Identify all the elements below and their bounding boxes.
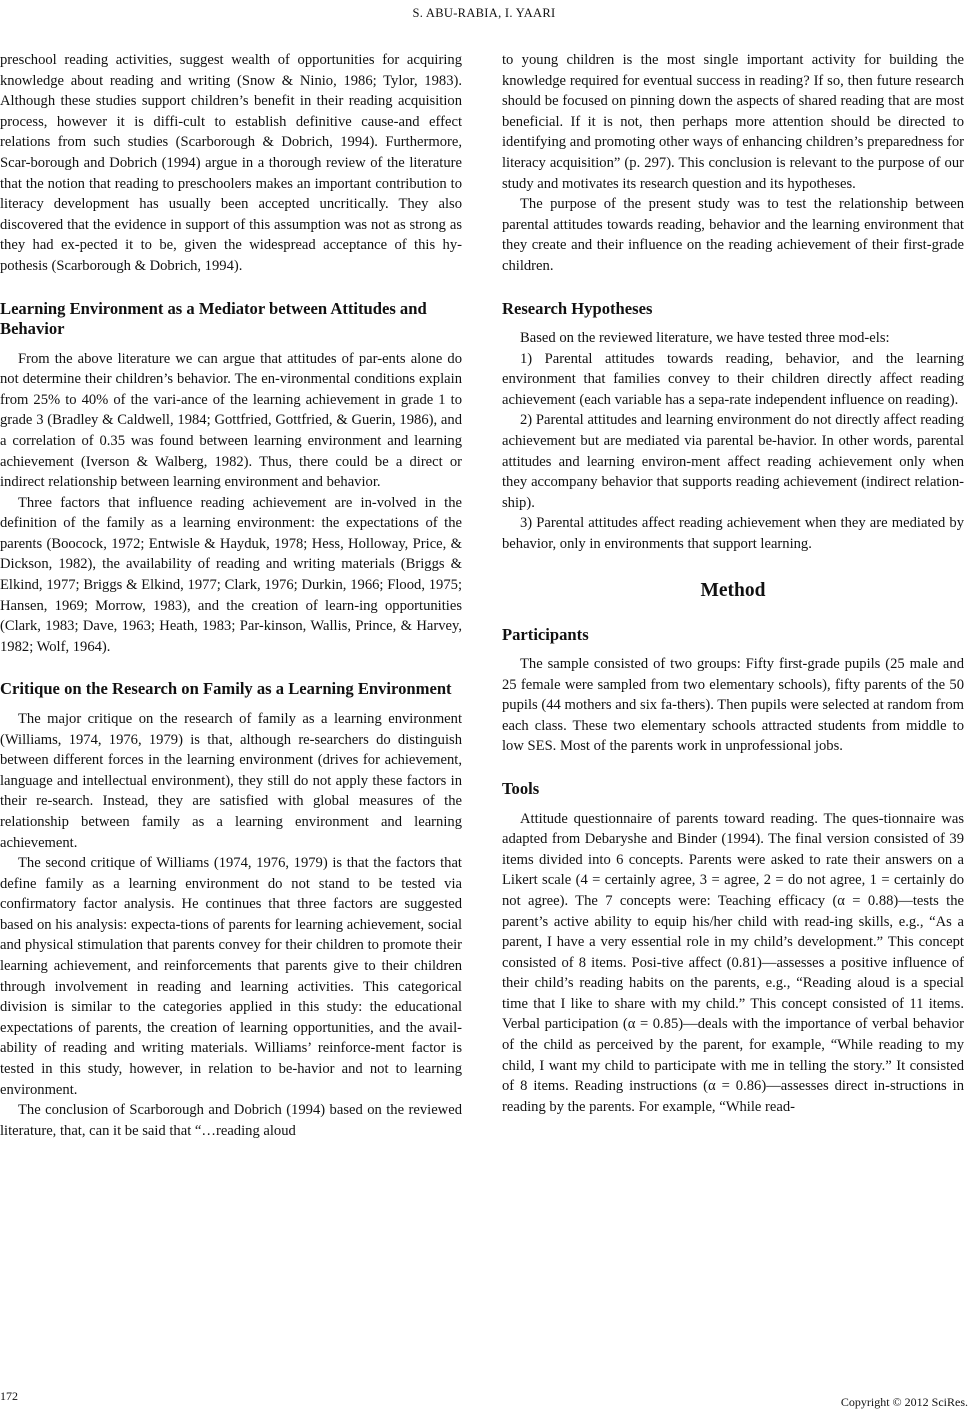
body-paragraph: 3) Parental attitudes affect reading achievement when they are mediated by behavior, only in environments that support learning.	[502, 515, 964, 552]
subsection-heading: Participants	[502, 624, 589, 644]
left-column	[0, 50, 462, 1141]
body-paragraph: 1) Parental attitudes towards reading, behavior, and the learning environment that families convey to their children directly affect reading achievement (each variable has a sepa-rate independent influence on reading).	[502, 350, 964, 408]
copyright-notice: Copyright © 2012 SciRes.	[840, 1395, 968, 1409]
section-heading: Method	[700, 579, 766, 601]
body-paragraph: Three factors that influence reading achievement are in-volved in the definition of the family as a learning environment: the expectations of the parents (Boocock, 1972; Entwisle & Hayduk, 1978; Hess, Holloway, Price, & Dickson, 1982), the availability of reading and writing materials (Briggs & Elkind, 1977; Briggs & Elkind, 1977; Clark, 1976; Durkin, 1966; Flood, 1975; Hansen, 1969; Morrow, 1983), and the creation of learn-ing opportunities (Clark, 1983; Dave, 1963; Heath, 1983; Par-kinson, Wallis, Prince, & Harvey, 1982; Wolf, 1964).	[0, 494, 462, 655]
body-paragraph: 2) Parental attitudes and learning environment do not directly affect reading achievement but are mediated via parental be-havior. In other words, parental attitudes and learning environ-ment affect reading achievement only when they accompany behavior that supports reading achievement (indirect relation-ship).	[502, 412, 964, 511]
right-column	[502, 50, 964, 1117]
body-paragraph: to young children is the most single important activity for building the knowledge required for eventual success in reading? If so, then future research should be focused on pinning down the aspects of shared reading that are most beneficial. If it is not, then perhaps more attention should be directed to identifying and promoting other ways of enhancing children’s preparedness for literacy acquisition” (p. 297). This conclusion is relevant to the purpose of our study and motivates its research question and its hypotheses.	[502, 52, 964, 192]
body-paragraph: From the above literature we can argue that attitudes of par-ents alone do not determine their children’s behavior. The en-vironmental conditions explain from 25% to 40% of the vari-ance of the learning achievement in grade 1 to grade 3 (Bradley & Caldwell, 1984; Gottfried, Gottfried, & Guerin, 1986), and a correlation of 0.35 was found between learning environment and learning achievement (Iverson & Walberg, 1982). Thus, there could be a direct or indirect relationship between learning environment and behavior.	[0, 350, 462, 491]
body-paragraph: preschool reading activities, suggest wealth of opportunities for acquiring knowledge about reading and writing (Snow & Ninio, 1986; Tylor, 1983). Although these studies support children’s benefit in their reading acquisition process, however it is diffi-cult to establish definitive cause-and effect relations from such studies (Scarborough & Dobrich, 1994). Furthermore, Scar-borough and Dobrich (1994) argue in a thorough review of the literature that the notion that reading to preschoolers makes an important contribution to literacy development has usually been accepted uncritically. They also discovered that the evidence in support of this assumption was not as strong as they had ex-pected it to be, given the widespread acceptance of this hy-pothesis (Scarborough & Dobrich, 1994).	[0, 52, 462, 274]
subsection-heading: Critique on the Research on Family as a Learning Environment	[0, 679, 452, 699]
running-head: S. ABU-RABIA, I. YAARI	[412, 6, 556, 20]
body-paragraph: The major critique on the research of family as a learning environment (Williams, 1974, 1976, 1979) is that, although re-searchers do distinguish between different forces in the learning environment (drives for achievement, language and intellectual environment), they still do not apply these factors in their re-search. Instead, they are satisfied with global measures of the relationship between family as a learning environment and learning achievement.	[0, 710, 462, 851]
body-paragraph: The sample consisted of two groups: Fifty first-grade pupils (25 male and 25 female were sampled from two elementary schools), fifty parents of the 50 pupils (44 mothers and six fa-thers). Then pupils were selected at random from each class. These two elementary schools attracted students from middle to low SES. Most of the parents work in unprofessional jobs.	[502, 656, 964, 755]
page-number: 172	[0, 1389, 18, 1403]
body-paragraph: The second critique of Williams (1974, 1976, 1979) is that the factors that define family as a learning environment do not stand to be tested via confirmatory factor analysis. He continues that three factors are suggested based on his analysis: expecta-tions of parents for learning achievement, social and physical stimulation that parents convey for their children to promote their learning achievement, and reinforcements that parents give to their children through involvement in reading and learning activities. This categorical division is similar to the categories applied in this study: the educational expectations of parents, the creation of learning opportunities, and the avail-ability of reading and writing materials. Williams’ reinforce-ment factor is tested in this study, however, in relation to be-havior and not to learning environment.	[0, 855, 462, 1098]
body-paragraph: Based on the reviewed literature, we have tested three mod-els:	[520, 330, 890, 347]
subsection-heading: Research Hypotheses	[502, 298, 653, 318]
subsection-heading: Learning Environment as a Mediator between Attitudes and Behavior	[0, 298, 427, 339]
subsection-heading: Tools	[502, 779, 540, 799]
body-paragraph: The purpose of the present study was to test the relationship between parental attitudes towards reading, behavior and the learning environment that they create and their influence on the reading achievement of their first-grade children.	[502, 196, 964, 274]
body-paragraph: The conclusion of Scarborough and Dobrich (1994) based on the reviewed literature, that, can it be said that “…reading aloud	[0, 1102, 462, 1139]
body-paragraph: Attitude questionnaire of parents toward reading. The ques-tionnaire was adapted from Debaryshe and Binder (1994). The final version consisted of 39 items divided into 6 concepts. Parents were asked to rate their answers on a Likert scale (4 = certainly agree, 3 = agree, 2 = do not agree, 1 = certainly do not agree). The 7 concepts were: Teaching efficacy (α = 0.88)—tests the parent’s active ability to equip his/her child with read-ing skills, e.g., “As a parent, I have a very essential role in my child’s development.” This concept consisted of 8 items. Posi-tive affect (0.81)—assesses a positive influence of their child’s reading habits on the parents, e.g., “Reading aloud is a special time that I like to share with my child.” This concept consisted of 11 items. Verbal participation (α = 0.85)—deals with the importance of verbal behavior of the child as perceived by the parent, for example, “While reading to my child, I want my child to participate with me in telling the story.” It consisted of 8 items. Reading instructions (α = 0.86)—assesses direct in-structions in reading by the parents. For example, “While read-	[502, 810, 964, 1115]
